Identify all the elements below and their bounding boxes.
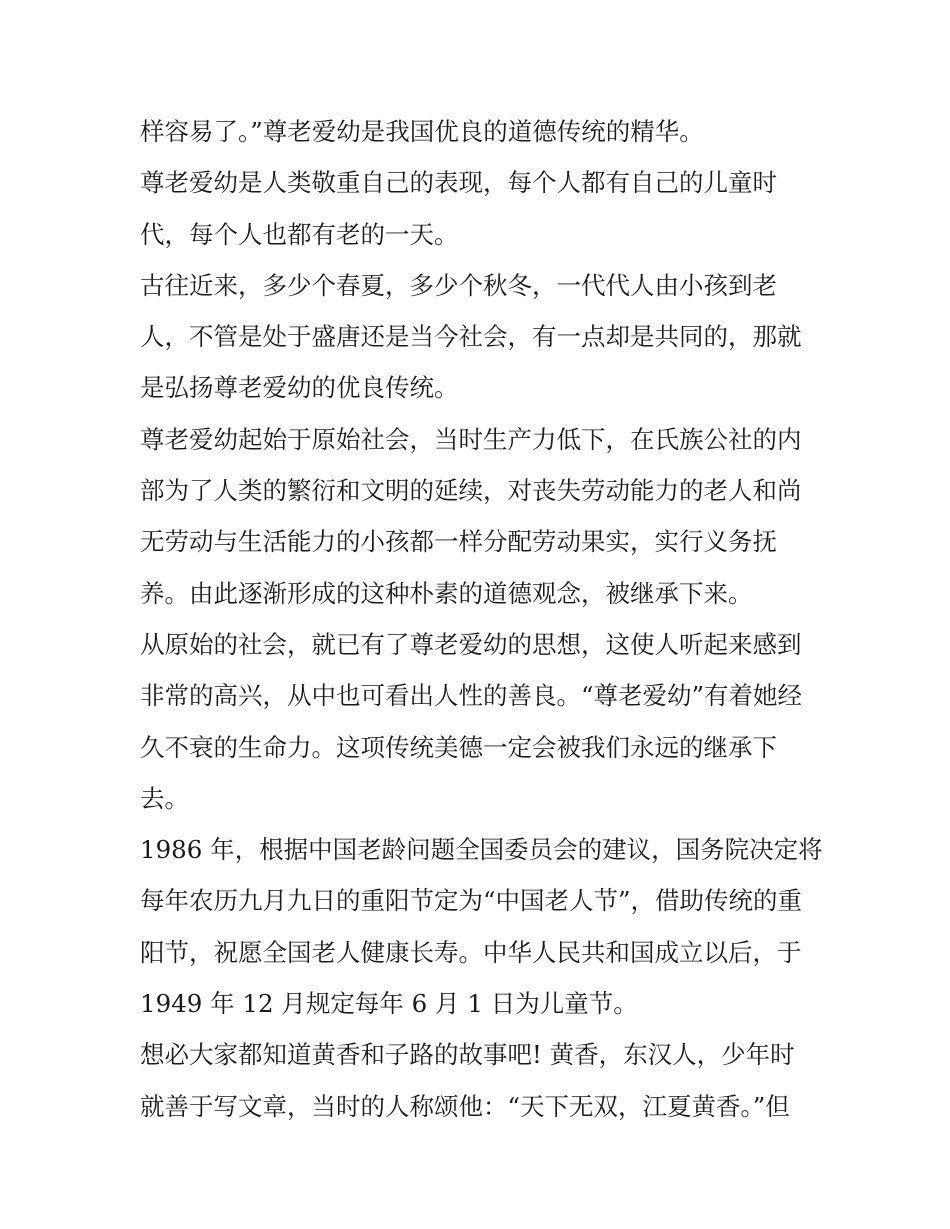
text-line: 无劳动与生活能力的小孩都一样分配劳动果实，实行义务抚 <box>140 527 777 557</box>
text-line: 1949 年 12 月规定每年 6 月 1 日为儿童节。 <box>140 989 638 1019</box>
text-line: 代，每个人也都有老的一天。 <box>140 219 459 249</box>
text-line: 阳节，祝愿全国老人健康长寿。中华人民共和国成立以后，于 <box>140 937 802 967</box>
text-line: 久不衰的生命力。这项传统美德一定会被我们永远的继承下 <box>140 732 777 762</box>
text-line: 尊老爱幼是人类敬重自己的表现，每个人都有自己的儿童时 <box>140 168 777 198</box>
text-line: 非常的高兴，从中也可看出人性的善良。“尊老爱幼”有着她经 <box>140 681 803 711</box>
text-line: 1986 年，根据中国老龄问题全国委员会的建议，国务院决定将 <box>140 835 823 865</box>
text-line: 尊老爱幼起始于原始社会，当时生产力低下，在氏族公社的内 <box>140 424 802 454</box>
text-line: 古往近来，多少个春夏，多少个秋冬，一代代人由小孩到老 <box>140 270 777 300</box>
text-line: 想必大家都知道黄香和子路的故事吧! 黄香，东汉人，少年时 <box>140 1040 795 1070</box>
text-line: 人，不管是处于盛唐还是当今社会，有一点却是共同的，那就 <box>140 322 802 352</box>
text-line: 样容易了。”尊老爱幼是我国优良的道德传统的精华。 <box>140 117 704 146</box>
text-line: 养。由此逐渐形成的这种朴素的道德观念，被继承下来。 <box>140 578 753 608</box>
text-line: 是弘扬尊老爱幼的优良传统。 <box>140 373 459 403</box>
text-line: 每年农历九月九日的重阳节定为“中国老人节”，借助传统的重 <box>140 886 803 916</box>
text-line: 就善于写文章，当时的人称颂他：“天下无双，江夏黄香。”但 <box>140 1091 790 1121</box>
document-body <box>140 106 823 1132</box>
text-line: 从原始的社会，就已有了尊老爱幼的思想，这使人听起来感到 <box>140 629 802 659</box>
text-line: 去。 <box>140 783 189 813</box>
text-line: 部为了人类的繁衍和文明的延续，对丧失劳动能力的老人和尚 <box>140 476 802 506</box>
